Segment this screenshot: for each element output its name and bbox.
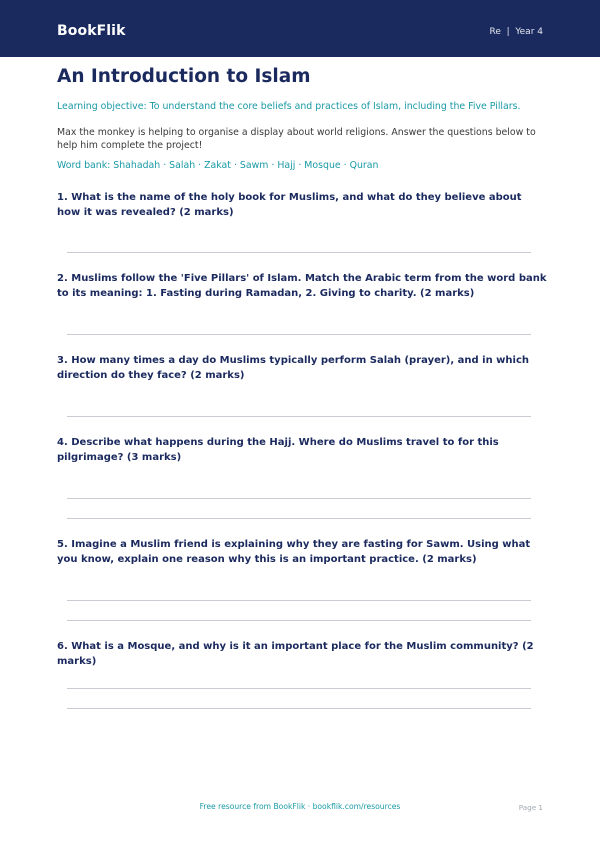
brand-logo-text: BookFlik [57,23,126,39]
answer-line[interactable] [67,416,531,417]
question-1: 1. What is the name of the holy book for Muslims, and what do they believe about how it was revealed? (2 marks) [57,192,522,218]
answer-line[interactable] [67,334,531,335]
page-number: Page 1 [518,803,543,812]
question-6: 6. What is a Mosque, and why is it an important place for the Muslim community? (2 marks) [57,641,534,667]
worksheet-title: An Introduction to Islam [57,66,311,87]
subject-year-label: Re | Year 4 [489,27,543,37]
question-3: 3. How many times a day do Muslims typically perform Salah (prayer), and in which direction do they face? (2 marks) [57,355,530,381]
intro-text: Max the monkey is helping to organise a display about world religions. Answer the questions below to help him complete the project! [57,127,536,151]
question-5: 5. Imagine a Muslim friend is explaining why they are fasting for Sawm. Using what you know, explain one reason why this is an important practice. (2 marks) [57,539,531,565]
word-bank: Word bank: Shahadah · Salah · Zakat · Sawm · Hajj · Mosque · Quran [57,160,379,171]
answer-line[interactable] [67,252,531,253]
answer-line[interactable] [67,498,531,499]
learning-objective: Learning objective: To understand the core beliefs and practices of Islam, including the Five Pillars. [57,101,521,112]
answer-line[interactable] [67,518,531,519]
answer-line[interactable] [67,688,531,689]
question-4: 4. Describe what happens during the Hajj. Where do Muslims travel to for this pilgrimage? (3 marks) [57,437,499,463]
answer-line[interactable] [67,620,531,621]
footer-resource-text: Free resource from BookFlik · bookflik.com/resources [199,802,401,811]
page-header [0,0,600,57]
answer-line[interactable] [67,600,531,601]
question-2: 2. Muslims follow the 'Five Pillars' of Islam. Match the Arabic term from the word bank to its meaning: 1. Fasting during Ramadan, 2. Giving to charity. (2 marks) [57,273,547,299]
answer-line[interactable] [67,708,531,709]
